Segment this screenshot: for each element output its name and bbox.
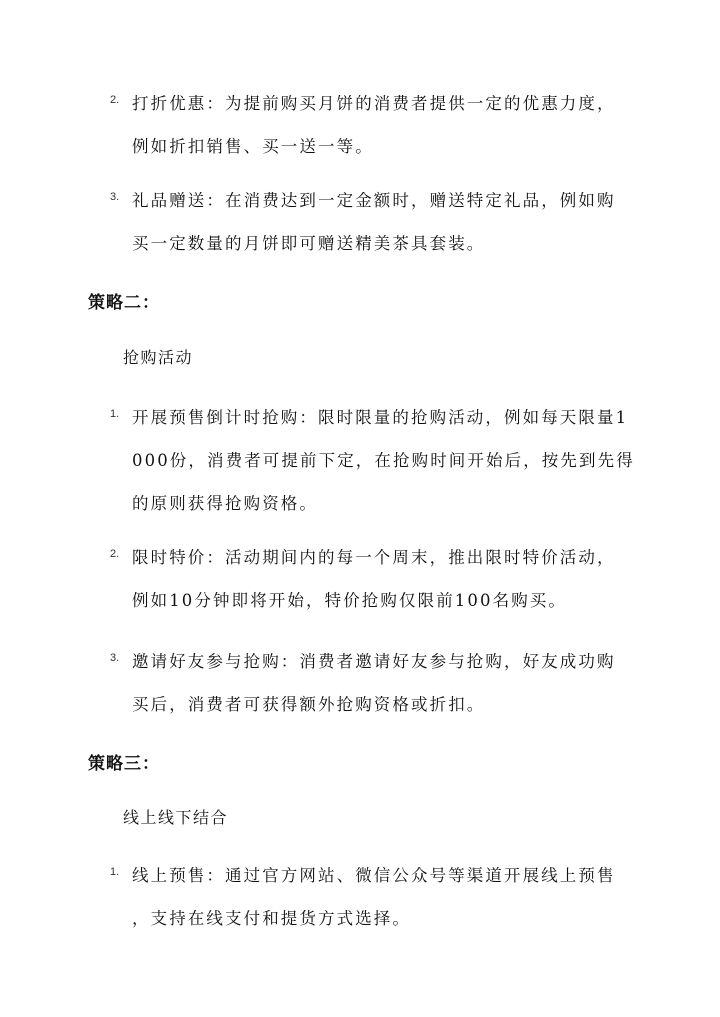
list-item-text: 开展预售倒计时抢购：限时限量的抢购活动，例如每天限量1 bbox=[132, 408, 629, 427]
list-number: 2. bbox=[110, 548, 120, 560]
list-number: 2. bbox=[110, 94, 120, 106]
list-item-text: 例如10分钟即将开始，特价抢购仅限前100名购买。 bbox=[132, 591, 567, 610]
list-item-text: 打折优惠：为提前购买月饼的消费者提供一定的优惠力度， bbox=[132, 94, 616, 113]
list-number: 3. bbox=[110, 652, 120, 664]
list-number: 1. bbox=[110, 866, 120, 878]
list-item-text: 例如折扣销售、买一送一等。 bbox=[132, 137, 374, 156]
list-item-text: 礼品赠送：在消费达到一定金额时，赠送特定礼品，例如购 bbox=[132, 191, 616, 210]
list-item-text: ，支持在线支付和提货方式选择。 bbox=[132, 909, 411, 928]
section-subtitle: 抢购活动 bbox=[123, 348, 194, 367]
list-number: 1. bbox=[110, 408, 120, 420]
section-heading: 策略二： bbox=[88, 293, 160, 313]
list-item-text: 买一定数量的月饼即可赠送精美茶具套装。 bbox=[132, 234, 486, 253]
list-number: 3. bbox=[110, 191, 120, 203]
section-heading: 策略三： bbox=[88, 754, 160, 774]
list-item-text: 限时特价：活动期间内的每一个周末，推出限时特价活动， bbox=[132, 548, 616, 567]
section-subtitle: 线上线下结合 bbox=[123, 808, 229, 827]
list-item-text: 线上预售：通过官方网站、微信公众号等渠道开展线上预售 bbox=[132, 866, 616, 885]
list-item-text: 邀请好友参与抢购：消费者邀请好友参与抢购，好友成功购 bbox=[132, 652, 616, 671]
list-item-text: 000份，消费者可提前下定，在抢购时间开始后，按先到先得 bbox=[132, 451, 635, 470]
list-item-text: 买后，消费者可获得额外抢购资格或折扣。 bbox=[132, 695, 486, 714]
list-item-text: 的原则获得抢购资格。 bbox=[132, 494, 318, 513]
